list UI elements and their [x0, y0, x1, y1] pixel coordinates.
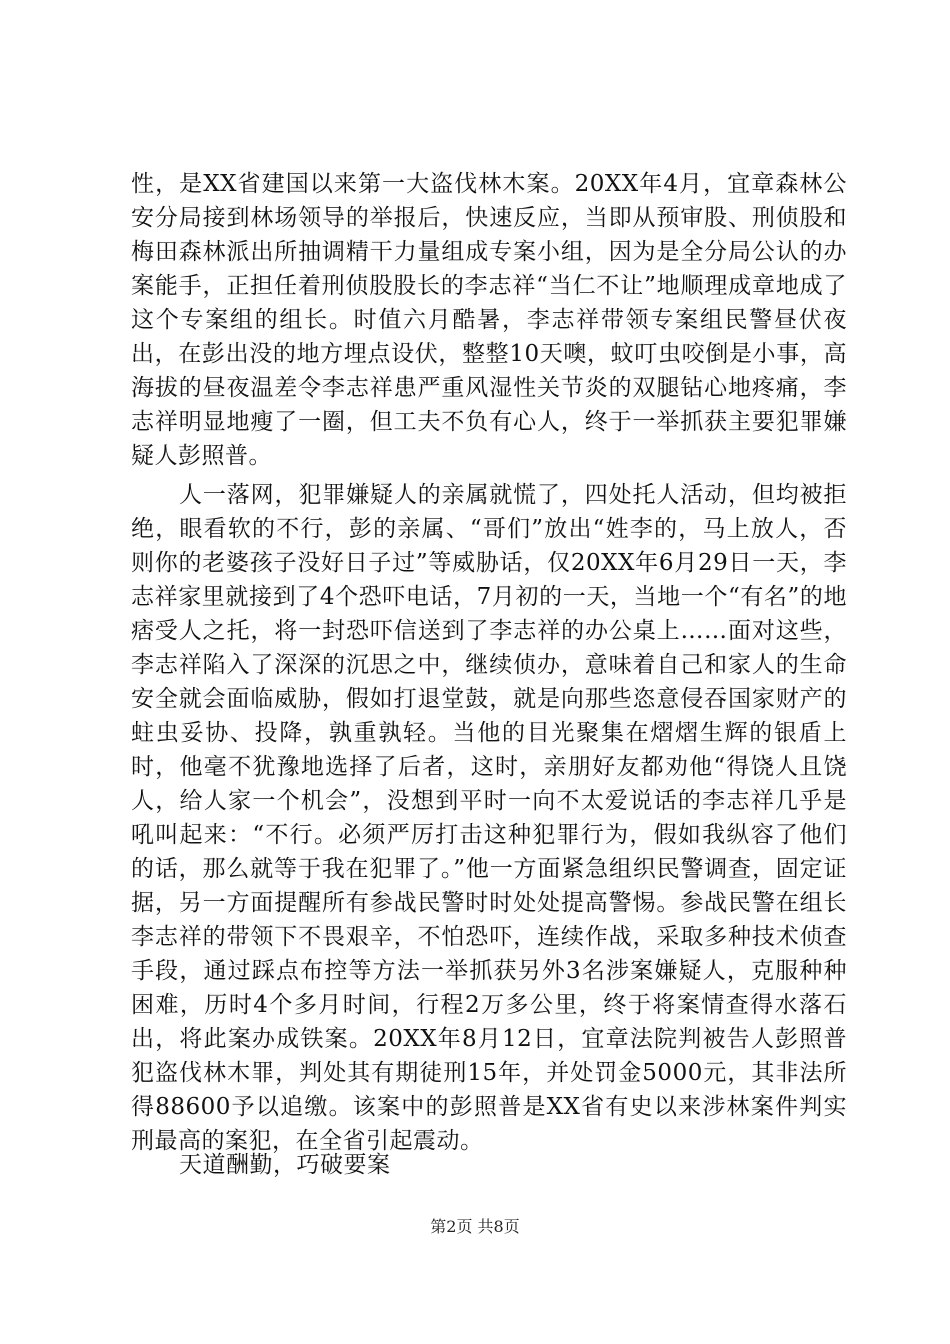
body-paragraph-1: 性，是XX省建国以来第一大盗伐林木案。20XX年4月，宜章森林公安分局接到林场领导的举报后，快速反应，当即从预审股、刑侦股和梅田森林派出所抽调精干力量组成专案小组，因为是全分局公认的办案能手，正担任着刑侦股股长的李志祥“当仁不让”地顺理成章地成了这个专案组的组长。时值六月酷暑，李志祥带领专案组民警昼伏夜出，在彭出没的地方埋点设伏，整整10天噢，蚊叮虫咬倒是小事，高海拔的昼夜温差令李志祥患严重风湿性关节炎的双腿钻心地疼痛，李志祥明显地瘦了一圈，但工夫不负有心人，终于一举抓获主要犯罪嫌疑人彭照普。 [131, 171, 847, 469]
section-heading: 天道酬勤，巧破要案 [179, 1152, 391, 1178]
body-paragraph-2: 人一落网，犯罪嫌疑人的亲属就慌了，四处托人活动，但均被拒绝，眼看软的不行，彭的亲属、“哥们”放出“姓李的，马上放人，否则你的老婆孩子没好日子过”等威胁话，仅20XX年6月29日一天，李志祥家里就接到了4个恐吓电话，7月初的一天，当地一个“有名”的地痞受人之托，将一封恐吓信送到了李志祥的办公桌上……面对这些，李志祥陷入了深深的沉思之中，继续侦办，意味着自己和家人的生命安全就会面临威胁，假如打退堂鼓，就是向那些恣意侵吞国家财产的蛀虫妥协、投降，孰重孰轻。当他的目光聚集在熠熠生辉的银盾上时，他毫不犹豫地选择了后者，这时，亲朋好友都劝他“得饶人且饶人，给人家一个机会”，没想到平时一向不太爱说话的李志祥几乎是吼叫起来：“不行。必须严厉打击这种犯罪行为，假如我纵容了他们的话，那么就等于我在犯罪了。”他一方面紧急组织民警调查，固定证据，另一方面提醒所有参战民警时时处处提高警惕。参战民警在组长李志祥的带领下不畏艰辛，不怕恐吓，连续作战，采取多种技术侦查手段，通过踩点布控等方法一举抓获另外3名涉案嫌疑人，克服种种困难，历时4个多月时间，行程2万多公里，终于将案情查得水落石出，将此案办成铁案。20XX年8月12日，宜章法院判被告人彭照普犯盗伐林木罪，判处其有期徒刑15年，并处罚金5000元，其非法所得88600予以追缴。该案中的彭照普是XX省有史以来涉林案件判实刑最高的案犯，在全省引起震动。 [131, 482, 847, 1154]
page-number-footer: 第2页 共8页 [430, 1217, 520, 1236]
